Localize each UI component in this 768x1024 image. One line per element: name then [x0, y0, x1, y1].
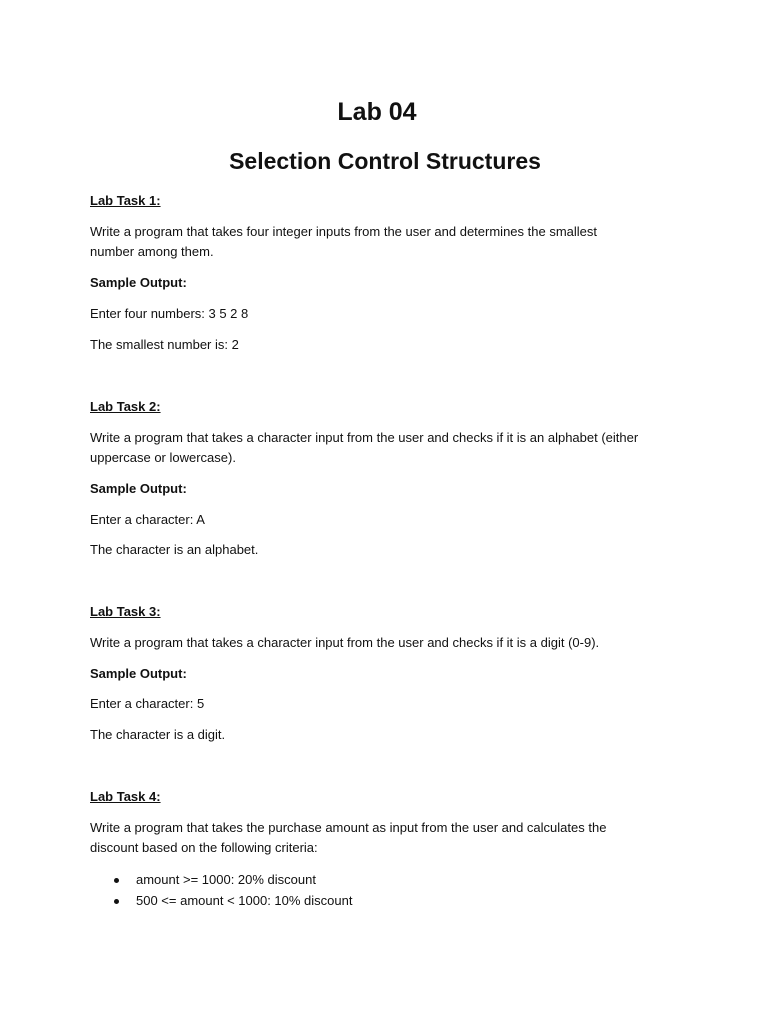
- page-subtitle: Selection Control Structures: [229, 148, 541, 174]
- task-2-description-line-1: Write a program that takes a character input from the user and checks if it is an alphabet (either: [90, 430, 639, 445]
- task-3-description-line-1: Write a program that takes a character input from the user and checks if it is a digit (0-9).: [90, 635, 600, 650]
- task-4-bullet-item: [136, 870, 316, 890]
- task-3-sample-line-2: The character is a digit.: [90, 727, 226, 742]
- task-2-heading: Lab Task 2:: [90, 399, 161, 414]
- task-1-heading: Lab Task 1:: [90, 193, 161, 208]
- task-1-description-line-1: Write a program that takes four integer inputs from the user and determines the smallest: [90, 224, 597, 239]
- task-2-sample-label: Sample Output:: [90, 481, 187, 496]
- task-2-sample-line-2: The character is an alphabet.: [90, 542, 259, 557]
- task-2-description-line-2: uppercase or lowercase).: [90, 450, 236, 465]
- bullet-icon: [114, 878, 119, 883]
- task-4-bullet-item: [136, 891, 352, 911]
- task-4-heading: Lab Task 4:: [90, 789, 161, 804]
- task-4-description-line-2: discount based on the following criteria:: [90, 840, 318, 855]
- task-4-description-line-1: Write a program that takes the purchase amount as input from the user and calculates the: [90, 820, 607, 835]
- task-3-heading: Lab Task 3:: [90, 604, 161, 619]
- page-title: Lab 04: [337, 98, 417, 126]
- task-3-sample-line-1: Enter a character: 5: [90, 696, 205, 711]
- task-1-sample-label: Sample Output:: [90, 275, 187, 290]
- task-4-bullet-text: amount >= 1000: 20% discount: [136, 872, 316, 887]
- task-1-description-line-2: number among them.: [90, 244, 214, 259]
- task-2-sample-line-1: Enter a character: A: [90, 512, 205, 527]
- task-4-bullet-text: 500 <= amount < 1000: 10% discount: [136, 893, 353, 908]
- task-3-sample-label: Sample Output:: [90, 666, 187, 681]
- task-1-sample-line-2: The smallest number is: 2: [90, 337, 239, 352]
- bullet-icon: [114, 899, 119, 904]
- task-1-sample-line-1: Enter four numbers: 3 5 2 8: [90, 306, 249, 321]
